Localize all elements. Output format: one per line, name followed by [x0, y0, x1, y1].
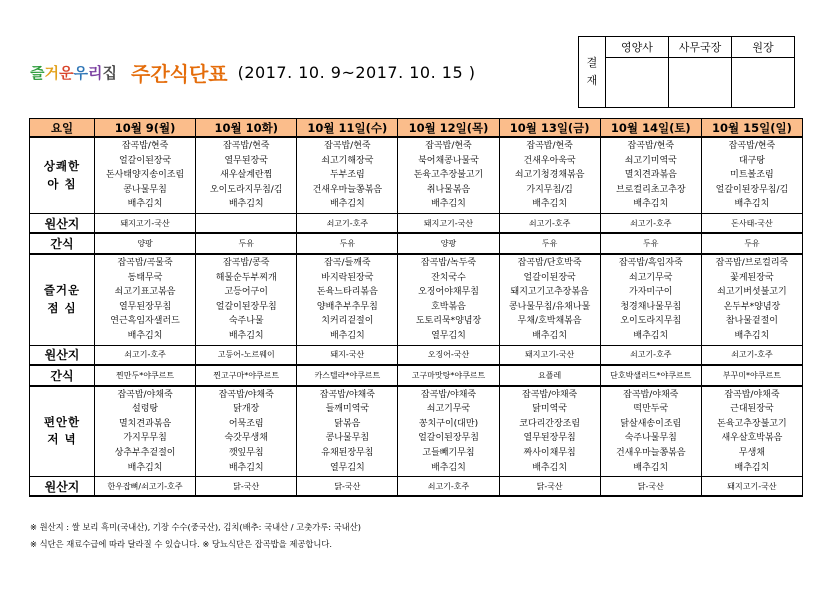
- meal-item: 열무김치: [329, 462, 365, 473]
- approval-box: [578, 36, 795, 108]
- title-row: [30, 52, 475, 92]
- corner-cell: 요일: [30, 119, 95, 138]
- approval-role: 영양사: [606, 37, 669, 58]
- meal-cell: [398, 254, 499, 345]
- meal-item: 건새우마늘쫑볶음: [312, 184, 383, 195]
- meal-item: 들깨미역국: [325, 404, 370, 415]
- origin-cell: 돈사태-국산: [701, 214, 802, 234]
- meal-item: 어묵조림: [228, 418, 264, 429]
- meal-item: 잡곡밥/현죽: [121, 141, 169, 152]
- meal-cell: [95, 254, 196, 345]
- meal-cell: [600, 386, 701, 477]
- meal-item: 닭살새송이조림: [620, 418, 682, 429]
- meal-item: 얼갈이된장국: [118, 155, 172, 166]
- meal-cell: [701, 386, 802, 477]
- meal-item: 얼갈이된장무침/김: [715, 184, 789, 195]
- origin-cell: 돼지고기-국산: [701, 477, 802, 497]
- meal-item: 잡곡밥/야채죽: [623, 389, 679, 400]
- weekly-menu-table: [29, 118, 803, 497]
- meal-item: 배추김치: [633, 199, 669, 210]
- signature-cell: [669, 58, 732, 108]
- meal-item: 쇠고기표고볶음: [114, 287, 176, 298]
- origin-cell: 돼지고기-국산: [499, 345, 600, 365]
- meal-item: 배추김치: [228, 330, 264, 341]
- meal-item: 잡곡밥/현죽: [627, 141, 675, 152]
- meal-item: 잡곡밥/야채죽: [117, 389, 173, 400]
- day-header: 10월 10화): [196, 119, 297, 138]
- origin-cell: 쇠고기-호주: [701, 345, 802, 365]
- row-label: 원산지: [30, 345, 95, 365]
- meal-item: 쇠고기버섯불고기: [717, 287, 787, 298]
- brand-logo-text: [30, 62, 117, 83]
- snack-cell: 찐고구마*야쿠르트: [196, 365, 297, 386]
- meal-cell: [95, 386, 196, 477]
- meal-cell: [398, 137, 499, 214]
- snack-cell: 찐만두*야쿠르트: [95, 365, 196, 386]
- menu-row-meal: [30, 254, 803, 345]
- meal-item: 청경채나물무침: [620, 301, 682, 312]
- row-label: 원산지: [30, 214, 95, 234]
- meal-cell: [701, 137, 802, 214]
- meal-item: 배추김치: [431, 199, 466, 210]
- meal-cell: [196, 137, 297, 214]
- meal-item: 배추김치: [734, 330, 770, 341]
- meal-item: 두부조림: [329, 170, 365, 181]
- meal-item: 배추김치: [532, 199, 568, 210]
- row-label: [30, 254, 95, 345]
- meal-item: 배추김치: [127, 330, 163, 341]
- meal-item: 미트볼조림: [730, 170, 774, 181]
- meal-item: 잡곡밥/현죽: [425, 141, 472, 152]
- menu-row-origin: [30, 345, 803, 365]
- brand-char: 집: [102, 63, 117, 82]
- meal-item: 가지무침/김: [526, 184, 573, 195]
- origin-cell: 닭-국산: [600, 477, 701, 497]
- snack-cell: 부꾸미*야쿠르트: [701, 365, 802, 386]
- meal-item: 열무된장무침: [118, 301, 172, 312]
- origin-cell: 쇠고기-호주: [95, 345, 196, 365]
- meal-item: 잡곡밥/야채죽: [724, 389, 780, 400]
- meal-item: 열무된장국: [224, 155, 268, 166]
- row-label: 원산지: [30, 477, 95, 497]
- origin-cell: 쇠고기-호주: [499, 214, 600, 234]
- meal-item: 배추김치: [633, 462, 669, 473]
- meal-item: 가자미구이: [629, 287, 673, 298]
- meal-item: 연근흑임자샐러드: [110, 316, 180, 327]
- meal-item: 무채/호박채볶음: [517, 316, 582, 327]
- meal-cell: [499, 137, 600, 214]
- snack-cell: 두유: [600, 233, 701, 254]
- snack-cell: 카스텔라*야쿠르트: [297, 365, 398, 386]
- meal-cell: [398, 386, 499, 477]
- note-line: ※ 원산지 : 쌀 보리 흑미(국내산), 기장 수수(중국산), 김치(배추: 국내산 / 고춧가루: 국내산): [30, 522, 361, 532]
- signature-cell: [606, 58, 669, 108]
- meal-item: 온두부*양념장: [723, 301, 781, 312]
- signature-cell: [732, 58, 795, 108]
- meal-item: 건새우마늘쫑볶음: [615, 447, 686, 458]
- meal-item: 떡만두국: [633, 404, 669, 415]
- meal-item: 새우살호박볶음: [721, 433, 783, 444]
- meal-item: 얼갈이된장무침: [215, 301, 277, 312]
- origin-cell: 닭-국산: [297, 477, 398, 497]
- meal-cell: [297, 386, 398, 477]
- approval-label-line: 결: [586, 56, 598, 70]
- meal-cell: [196, 254, 297, 345]
- meal-item: 배추김치: [228, 462, 264, 473]
- day-header: 10월 15일(일): [701, 119, 802, 138]
- meal-cell: [600, 254, 701, 345]
- meal-item: 꽁치구이(대만): [418, 418, 479, 429]
- meal-cell: [499, 386, 600, 477]
- meal-cell: [297, 137, 398, 214]
- snack-cell: 두유: [297, 233, 398, 254]
- meal-item: 취나물볶음: [426, 184, 471, 195]
- approval-role: 사무국장: [669, 37, 732, 58]
- approval-label: [579, 37, 606, 108]
- meal-item: 바지락된장국: [321, 272, 374, 283]
- meal-item: 숙주나물: [228, 316, 264, 327]
- origin-cell: 닭-국산: [499, 477, 600, 497]
- meal-item: 잡곡밥/브로컬리죽: [715, 258, 789, 269]
- meal-item: 잡곡밥/현죽: [526, 141, 573, 152]
- meal-item: 잡곡/들깨죽: [324, 258, 371, 269]
- meal-item: 오징어야채무침: [418, 287, 479, 298]
- meal-item: 돈사태양지송이조림: [105, 170, 185, 181]
- meal-item: 오이도라지무침/김: [209, 184, 283, 195]
- menu-row-snack: [30, 365, 803, 386]
- period-text: (2017. 10. 9~2017. 10. 15 ): [237, 62, 476, 82]
- origin-cell: 오징어-국산: [398, 345, 499, 365]
- meal-item: 대구탕: [738, 155, 765, 166]
- menu-row-origin: [30, 214, 803, 234]
- header-row: [30, 119, 803, 138]
- meal-item: 배추김치: [127, 199, 163, 210]
- meal-item: 얼갈이된장무침: [418, 433, 479, 444]
- brand-char: 즐: [30, 63, 45, 82]
- meal-item: 돈육고추장불고기: [717, 418, 787, 429]
- day-header: 10월 12일(목): [398, 119, 499, 138]
- meal-item: 깻잎무침: [228, 447, 264, 458]
- meal-item: 닭볶음: [334, 418, 361, 429]
- meal-item: 쇠고기미역국: [624, 155, 677, 166]
- meal-item: 숙주나물무침: [624, 433, 677, 444]
- meal-item: 잡곡밥/현죽: [222, 141, 270, 152]
- meal-item: 고등어구이: [224, 287, 268, 298]
- menu-row-origin: [30, 477, 803, 497]
- meal-item: 열무김치: [431, 330, 466, 341]
- meal-item: 잡곡밥/현죽: [324, 141, 371, 152]
- meal-item: 쇠고기무국: [426, 404, 471, 415]
- meal-item: 닭개장: [233, 404, 260, 415]
- meal-item: 꽃게된장국: [730, 272, 774, 283]
- origin-cell: 쇠고기-호주: [398, 477, 499, 497]
- snack-cell: 단호박샐러드*야쿠르트: [600, 365, 701, 386]
- meal-item: 배추김치: [329, 330, 365, 341]
- meal-item: 북어채콩나물국: [418, 155, 479, 166]
- snack-cell: 두유: [499, 233, 600, 254]
- note-line: ※ 식단은 재료수급에 따라 달라질 수 있습니다. ※ 당뇨식단은 잡곡밥을 제공합니다.: [30, 539, 333, 549]
- meal-item: 잡곡밥/야채죽: [218, 389, 274, 400]
- meal-cell: [95, 137, 196, 214]
- menu-row-snack: [30, 233, 803, 254]
- meal-item: 근대된장국: [730, 404, 774, 415]
- meal-item: 무생채: [738, 447, 765, 458]
- row-label-line: 편안한: [43, 414, 81, 429]
- day-header: 10월 13일(금): [499, 119, 600, 138]
- snack-cell: 양팡: [398, 233, 499, 254]
- row-label-line: 상쾌한: [43, 158, 81, 173]
- meal-item: 유채된장무침: [321, 447, 374, 458]
- origin-cell: 닭-국산: [196, 477, 297, 497]
- snack-cell: 두유: [196, 233, 297, 254]
- meal-item: 닭미역국: [532, 404, 568, 415]
- snack-cell: 두유: [701, 233, 802, 254]
- meal-item: 멸치견과볶음: [118, 418, 172, 429]
- meal-item: 돈육고추장불고기: [413, 170, 484, 181]
- meal-item: 열무된장무침: [523, 433, 576, 444]
- meal-item: 배추김치: [532, 330, 568, 341]
- meal-item: 배추김치: [329, 199, 365, 210]
- meal-item: 돈육느타리볶음: [316, 287, 378, 298]
- meal-item: 잡곡밥/야채죽: [522, 389, 578, 400]
- snack-cell: 요플레: [499, 365, 600, 386]
- day-header: 10월 9(월): [95, 119, 196, 138]
- brand-char: 거: [44, 63, 59, 82]
- meal-cell: [701, 254, 802, 345]
- meal-item: 양배추부추무침: [316, 301, 378, 312]
- meal-item: 상추부추겉절이: [114, 447, 176, 458]
- origin-cell: 한우잡뼈/쇠고기-호주: [95, 477, 196, 497]
- meal-item: 배추김치: [127, 462, 163, 473]
- meal-item: 호박볶음: [431, 301, 466, 312]
- meal-cell: [196, 386, 297, 477]
- meal-item: 잡곡밥/흑임자죽: [618, 258, 683, 269]
- menu-row-meal: [30, 137, 803, 214]
- meal-item: 잡곡밥/콩죽: [222, 258, 270, 269]
- row-label-line: 저 녁: [47, 432, 77, 447]
- row-label: [30, 137, 95, 214]
- row-label: 간식: [30, 233, 95, 254]
- day-header: 10월 14일(토): [600, 119, 701, 138]
- meal-item: 참나물겉절이: [725, 316, 778, 327]
- meal-item: 쇠고기무국: [629, 272, 673, 283]
- meal-item: 브로컬리초고추장: [615, 184, 686, 195]
- brand-char: 우: [73, 63, 88, 82]
- row-label-line: 점 심: [47, 300, 77, 315]
- meal-item: 가지무무침: [123, 433, 167, 444]
- snack-cell: 고구마맛탕*야쿠르트: [398, 365, 499, 386]
- meal-item: 돼지고기고추장볶음: [510, 287, 589, 298]
- meal-item: 배추김치: [532, 462, 568, 473]
- approval-label-line: 재: [586, 74, 598, 87]
- meal-item: 숙갓무생채: [224, 433, 268, 444]
- day-header: 10월 11일(수): [297, 119, 398, 138]
- meal-item: 잔치국수: [431, 272, 466, 283]
- origin-cell: 쇠고기-호주: [297, 214, 398, 234]
- meal-item: 멸치견과볶음: [624, 170, 677, 181]
- meal-item: 고들빼기무침: [422, 447, 475, 458]
- meal-item: 얼갈이된장국: [523, 272, 576, 283]
- origin-cell: 돼지고기-국산: [95, 214, 196, 234]
- meal-item: 새우살계란찜: [220, 170, 273, 181]
- brand-char: 리: [88, 63, 103, 82]
- snack-cell: 양팡: [95, 233, 196, 254]
- meal-item: 해물순두부찌개: [215, 272, 277, 283]
- origin-cell: 쇠고기-호주: [600, 214, 701, 234]
- approval-role: 원장: [732, 37, 795, 58]
- meal-item: 쇠고기청경채볶음: [514, 170, 585, 181]
- meal-item: 도토리묵*양념장: [415, 316, 482, 327]
- meal-item: 잡곡밥/곡물죽: [117, 258, 173, 269]
- meal-item: 설렁탕: [132, 404, 159, 415]
- origin-cell: 고등어-노르웨이: [196, 345, 297, 365]
- meal-item: 배추김치: [633, 330, 669, 341]
- meal-cell: [600, 137, 701, 214]
- row-label-line: 아 침: [47, 176, 77, 191]
- meal-item: 잡곡밥/녹두죽: [420, 258, 477, 269]
- page-title: 주간식단표: [131, 61, 228, 86]
- meal-item: 배추김치: [228, 199, 264, 210]
- origin-cell: 돼지-국산: [297, 345, 398, 365]
- meal-item: 코다리간장조림: [519, 418, 581, 429]
- meal-item: 배추김치: [734, 199, 770, 210]
- meal-cell: [297, 254, 398, 345]
- row-label: [30, 386, 95, 477]
- origin-cell: 쇠고기-호주: [600, 345, 701, 365]
- meal-item: 쇠고기해장국: [321, 155, 374, 166]
- notes: [30, 519, 361, 553]
- origin-cell: [196, 214, 297, 234]
- meal-item: 콩나물무침: [123, 184, 167, 195]
- meal-item: 동태무국: [127, 272, 163, 283]
- meal-cell: [499, 254, 600, 345]
- meal-item: 콩나물무침: [325, 433, 370, 444]
- meal-item: 잡곡밥/야채죽: [319, 389, 375, 400]
- meal-item: 배추김치: [431, 462, 466, 473]
- meal-item: 건새우아욱국: [523, 155, 576, 166]
- meal-item: 배추김치: [734, 462, 770, 473]
- meal-item: 오이도라지무침: [620, 316, 682, 327]
- meal-item: 잡곡밥/야채죽: [420, 389, 477, 400]
- meal-item: 잡곡밥/현죽: [728, 141, 776, 152]
- menu-row-meal: [30, 386, 803, 477]
- meal-item: 잡곡밥/단호박죽: [517, 258, 582, 269]
- meal-item: 짜사이채무침: [523, 447, 576, 458]
- row-label: 간식: [30, 365, 95, 386]
- origin-cell: 돼지고기-국산: [398, 214, 499, 234]
- brand-char: 운: [59, 63, 74, 82]
- meal-item: 콩나물무침/유채나물: [508, 301, 591, 312]
- meal-item: 치커리겉절이: [321, 316, 374, 327]
- row-label-line: 즐거운: [43, 282, 81, 297]
